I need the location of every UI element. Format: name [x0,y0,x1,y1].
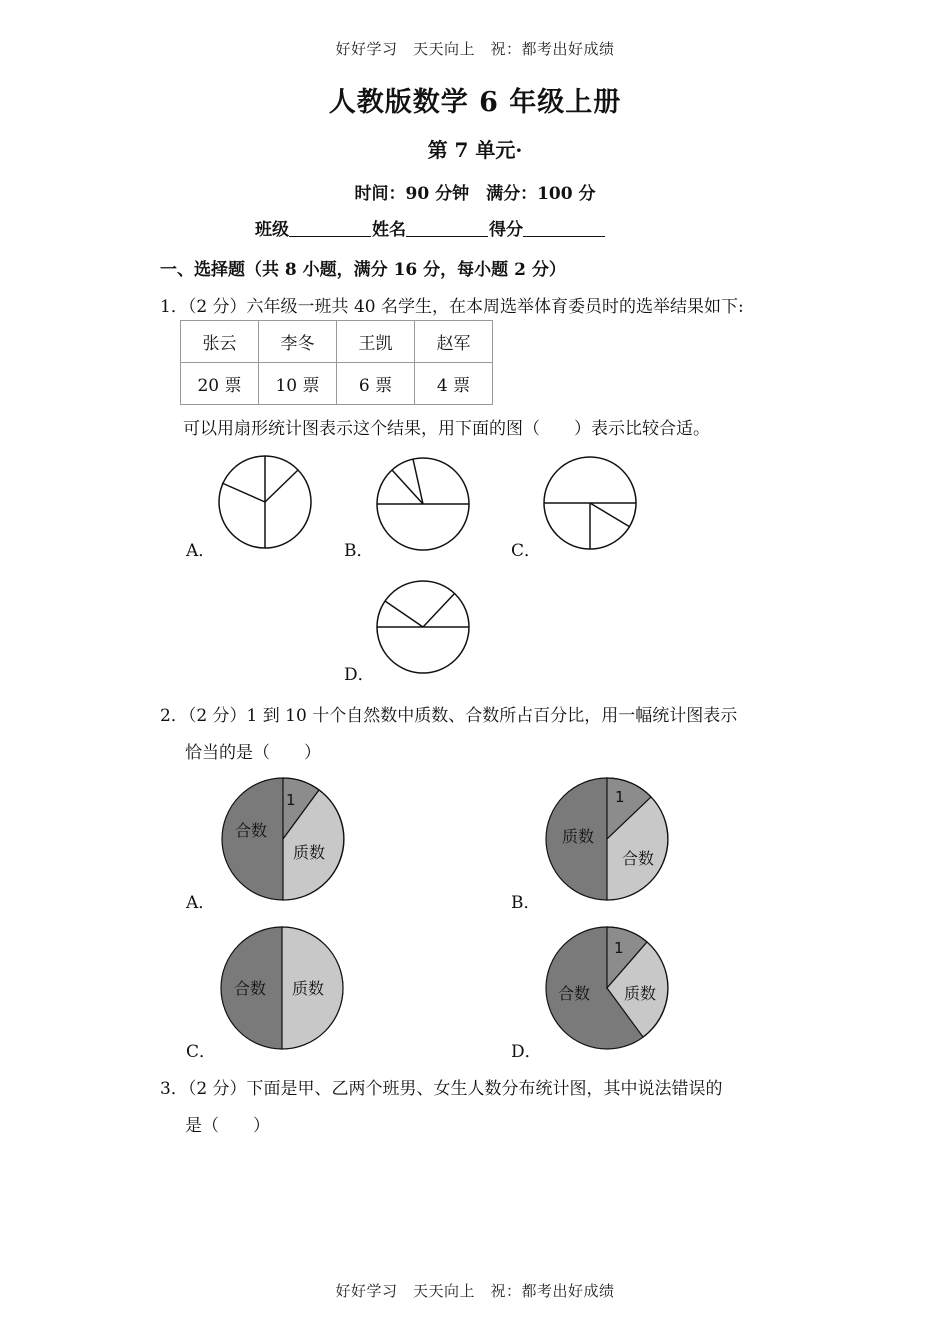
table-cell: 10 票 [259,363,337,405]
table-cell: 6 票 [337,363,415,405]
page-title: 人教版数学 6 年级上册 [328,87,622,118]
q2-stem-line2: 恰当的是（ ） [185,743,321,763]
pie-d-label-one: 1 [614,939,624,957]
pie-b-label-composite: 合数 [622,849,655,868]
table-cell: 王凯 [337,321,415,363]
pie-d-label-prime: 质数 [624,984,657,1003]
page-header: 好好学习 天天向上 祝：都考出好成绩 [335,40,615,58]
q2-option-d: D． [511,1042,542,1062]
q1-option-d: D． [344,665,375,685]
q2-option-b: B． [511,893,541,913]
pie-a-label-one: 1 [286,791,296,809]
table-cell: 李冬 [259,321,337,363]
table-cell: 4 票 [415,363,493,405]
pie-c-label-prime: 质数 [292,979,325,998]
unit-title: 第 7 单元· [427,138,523,162]
pie-chart-b [546,778,668,900]
pie-c-label-composite: 合数 [234,979,267,998]
score-label: 得分 [489,220,523,240]
q1-option-c: C． [511,541,542,561]
page-footer: 好好学习 天天向上 祝：都考出好成绩 [335,1282,615,1300]
pie-a-label-composite: 合数 [235,821,268,840]
pie-chart-a [222,778,344,900]
pie-b-label-prime: 质数 [562,827,595,846]
pie-b-label-one: 1 [615,788,625,806]
name-label: 姓名 [372,220,406,240]
q2-option-a: A． [186,893,216,913]
table-cell: 20 票 [181,363,259,405]
table-cell: 赵军 [415,321,493,363]
class-label: 班级 [255,220,289,240]
pie-d-label-composite: 合数 [558,984,591,1003]
pie-a-label-prime: 质数 [293,843,326,862]
section-heading: 一、选择题（共 8 小题，满分 16 分，每小题 2 分） [160,260,566,280]
time-info: 时间：90 分钟 满分：100 分 [354,184,596,204]
q1-prompt: 可以用扇形统计图表示这个结果，用下面的图（ ）表示比较合适。 [183,419,710,439]
q3-stem-line1: 3．（2 分）下面是甲、乙两个班男、女生人数分布统计图，其中说法错误的 [160,1079,723,1099]
q3-stem-line2: 是（ ） [185,1116,270,1136]
table-cell: 张云 [181,321,259,363]
q1-stem: 1．（2 分）六年级一班共 40 名学生，在本周选举体育委员时的选举结果如下: [160,297,744,317]
q2-stem-line1: 2．（2 分）1 到 10 十个自然数中质数、合数所占百分比，用一幅统计图表示 [160,706,738,726]
q1-option-b: B． [344,541,374,561]
q2-option-c: C． [186,1042,217,1062]
pie-chart-d [546,927,668,1049]
q1-option-a: A． [186,541,216,561]
pie-chart-c [221,927,343,1049]
